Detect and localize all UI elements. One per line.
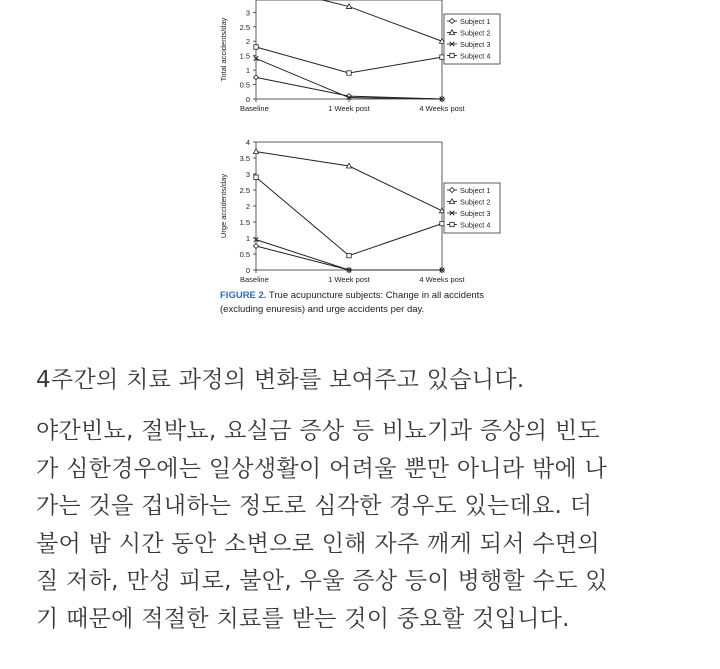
data-point-marker	[440, 221, 444, 225]
article-paragraph-1: 4주간의 치료 과정의 변화를 보여주고 있습니다.	[36, 367, 525, 393]
series-line	[256, 152, 442, 211]
legend-label: Subject 2	[460, 28, 491, 38]
figure-caption-line2-wrap	[220, 304, 424, 315]
legend-label: Subject 3	[460, 209, 491, 218]
y-tick-label: 2.5	[239, 186, 250, 195]
y-tick-label: 2.5	[239, 22, 250, 32]
y-tick-label: 0	[245, 266, 250, 275]
article-paragraph-2-line: 질 저하, 만성 피로, 불안, 우울 증상 등이 병행할 수도 있	[36, 568, 608, 594]
data-point-marker	[254, 175, 258, 179]
y-tick-label: 0.5	[239, 250, 250, 259]
data-point-marker	[254, 75, 259, 80]
figure-image	[212, 0, 512, 330]
figure-caption-line1: True acupuncture subjects: Change in all accidents	[268, 290, 485, 301]
x-tick-label: 4 Weeks post	[419, 275, 465, 284]
figure-charts	[212, 0, 512, 300]
legend-label: Subject 3	[460, 40, 491, 49]
plot-frame	[256, 0, 442, 99]
y-tick-label: 1.5	[239, 218, 250, 227]
figure-caption-label: FIGURE 2.	[220, 290, 267, 301]
y-tick-label: 3	[245, 8, 250, 18]
series-line	[256, 59, 442, 99]
article-paragraph-2-line: 가는 것을 겁내하는 정도로 심각한 경우도 있는데요. 더	[36, 493, 593, 519]
x-tick-label: 4 Weeks post	[419, 104, 465, 113]
y-tick-label: 4	[245, 138, 250, 147]
article-body	[36, 365, 696, 638]
legend-label: Subject 2	[460, 197, 491, 207]
y-tick-label: 0	[245, 95, 250, 104]
y-tick-label: 1.5	[239, 51, 250, 61]
y-tick-label: 1	[245, 234, 250, 243]
legend-label: Subject 4	[460, 220, 491, 230]
x-tick-label: 1 Week post	[328, 275, 370, 284]
y-axis-label: Urge accidents/day	[219, 173, 228, 239]
x-tick-label: Baseline	[240, 104, 269, 113]
data-point-marker	[347, 253, 351, 257]
article-paragraph-2-line: 불어 밤 시간 동안 소변으로 인해 자주 깨게 되서 수면의	[36, 530, 600, 557]
legend-label: Subject 1	[460, 186, 491, 195]
y-axis-label: Total accidents/day	[219, 17, 228, 82]
figure-caption-line2: (excluding enuresis) and urge accidents per day.	[220, 304, 425, 315]
legend-label: Subject 4	[460, 51, 491, 61]
data-point-marker	[440, 55, 444, 59]
data-point-marker	[254, 244, 259, 249]
data-point-marker	[253, 149, 258, 154]
y-tick-label: 2	[245, 37, 250, 47]
data-point-marker	[347, 71, 351, 75]
y-tick-label: 3.5	[239, 154, 250, 163]
series-line	[256, 177, 442, 255]
article-paragraph-2	[36, 413, 696, 638]
y-tick-label: 3	[245, 170, 250, 179]
data-point-marker	[254, 45, 258, 49]
article-paragraph-2-line: 기 때문에 적절한 치료를 받는 것이 중요할 것입니다.	[36, 605, 570, 632]
y-tick-label: 2	[245, 202, 250, 211]
plot-frame	[256, 142, 442, 270]
data-point-marker	[450, 222, 454, 226]
x-tick-label: 1 Week post	[328, 104, 370, 113]
legend-label: Subject 1	[460, 17, 491, 26]
series-line	[256, 47, 442, 73]
figure-caption	[220, 290, 484, 301]
y-tick-label: 1	[245, 66, 250, 76]
x-tick-label: Baseline	[240, 275, 269, 284]
article-paragraph-2-line: 가 심한경우에는 일상생활이 어려울 뿐만 아니라 밖에 나	[36, 455, 608, 482]
article-paragraph-2-line: 야간빈뇨, 절박뇨, 요실금 증상 등 비뇨기과 증상의 빈도	[36, 418, 600, 444]
data-point-marker	[450, 53, 454, 57]
y-tick-label: 0.5	[239, 80, 250, 90]
